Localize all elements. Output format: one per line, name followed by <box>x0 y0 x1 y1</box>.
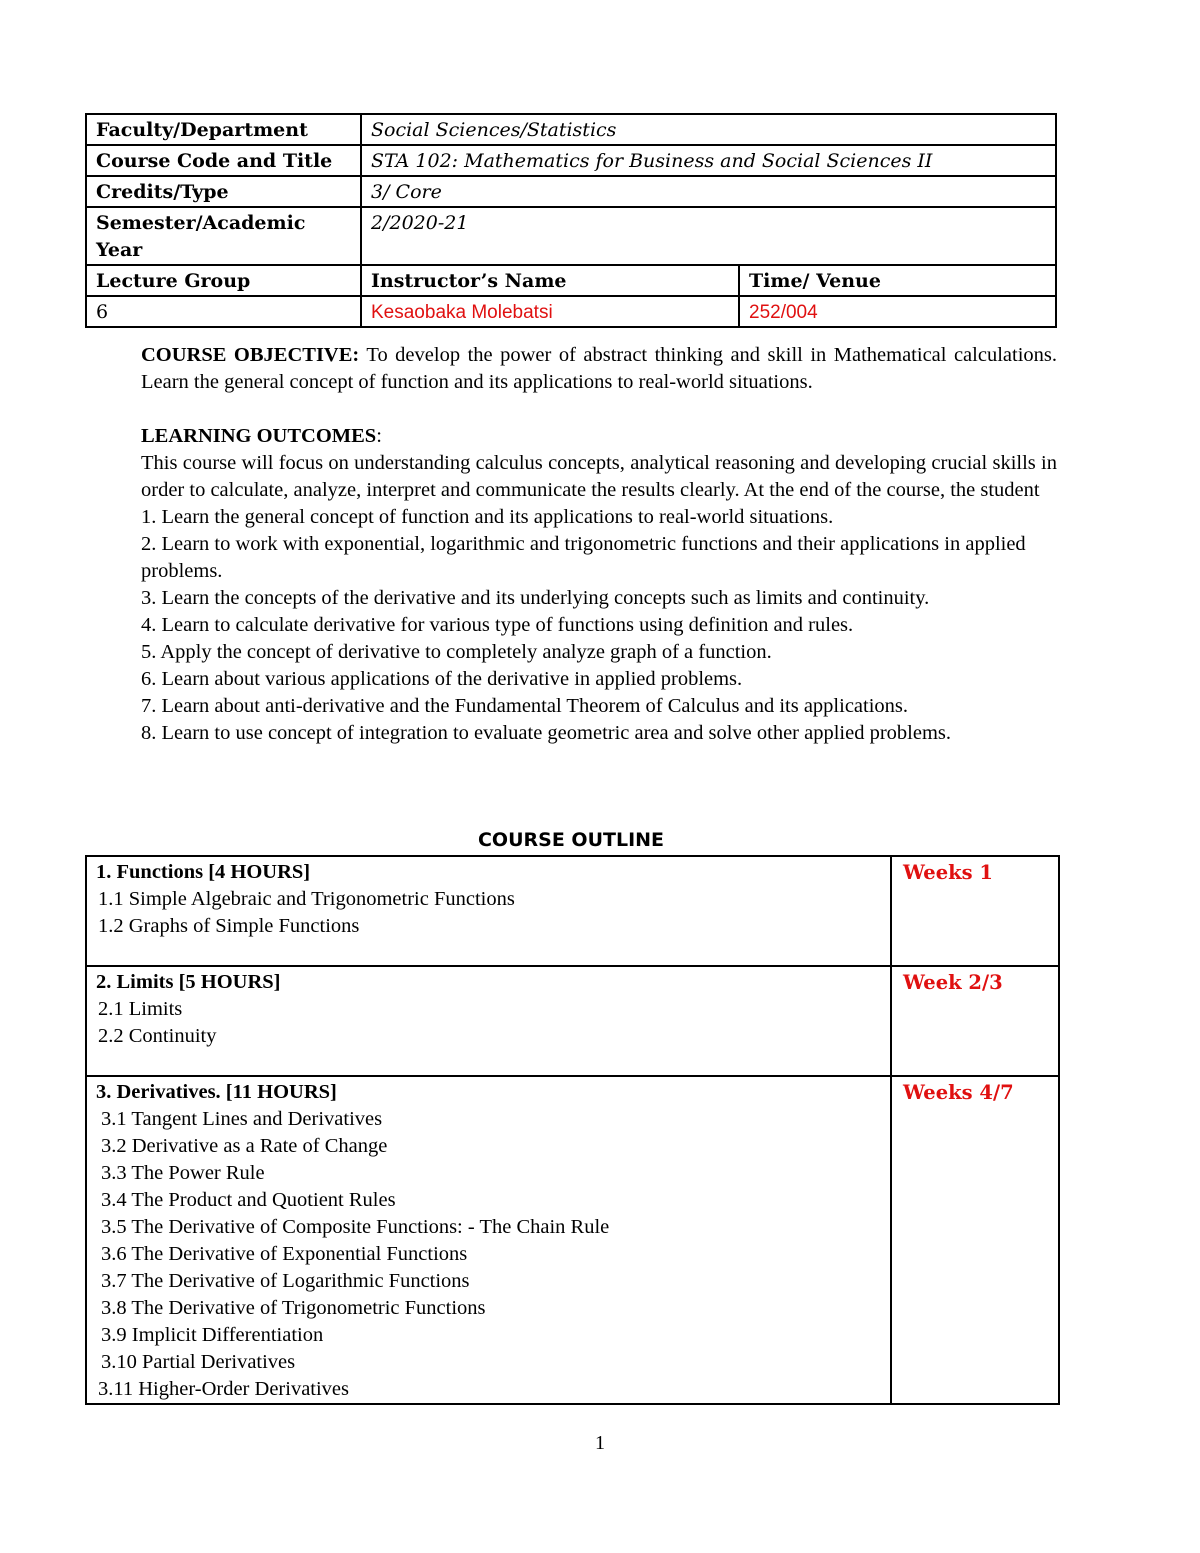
lecture-group-header: Lecture Group <box>86 265 361 296</box>
outcome-item: 5. Apply the concept of derivative to completely analyze graph of a function. <box>141 641 772 663</box>
lecture-header-row <box>86 265 1056 296</box>
section-item: 3.6 The Derivative of Exponential Functions <box>101 1243 468 1265</box>
time-venue-header: Time/ Venue <box>739 265 1056 296</box>
objective-heading: COURSE OBJECTIVE: <box>141 344 360 366</box>
credits-value: 3/ Core <box>361 176 1056 207</box>
page-number: 1 <box>595 1432 605 1454</box>
section-item: 1.1 Simple Algebraic and Trigonometric Functions <box>98 888 515 910</box>
section-title: 3. Derivatives. [11 HOURS] <box>96 1081 337 1103</box>
outcomes-intro: This course will focus on understanding calculus concepts, analytical reasoning and developing crucial skills in order to calculate, analyze, interpret and communicate the results clearly. At the end of the course, the student <box>141 452 1057 501</box>
section-item: 3.2 Derivative as a Rate of Change <box>101 1135 388 1157</box>
outcomes-heading: LEARNING OUTCOMES <box>141 425 377 447</box>
outcome-item: 8. Learn to use concept of integration to evaluate geometric area and solve other applied problems. <box>141 722 952 744</box>
outcome-item: 7. Learn about anti-derivative and the Fundamental Theorem of Calculus and its applications. <box>141 695 909 717</box>
instructor-header: Instructor’s Name <box>361 265 739 296</box>
outcome-item: 2. Learn to work with exponential, logarithmic and trigonometric functions and their applications in applied problems. <box>141 533 1026 582</box>
section-item: 3.10 Partial Derivatives <box>101 1351 296 1373</box>
section-content <box>86 856 891 966</box>
faculty-label: Faculty/Department <box>86 114 361 145</box>
section-item: 3.11 Higher-Order Derivatives <box>98 1378 350 1400</box>
outcomes-colon: : <box>376 425 382 447</box>
outcome-item: 1. Learn the general concept of function and its applications to real-world situations. <box>141 506 834 528</box>
section-item: 3.3 The Power Rule <box>101 1162 265 1184</box>
outcome-item: 3. Learn the concepts of the derivative and its underlying concepts such as limits and continuity. <box>141 587 930 609</box>
semester-row <box>86 207 1056 265</box>
course-outline-title: COURSE OUTLINE <box>477 829 665 851</box>
section-item: 3.7 The Derivative of Logarithmic Functions <box>101 1270 470 1292</box>
learning-outcomes <box>141 423 1057 747</box>
section-week: Week 2/3 <box>891 966 1059 1076</box>
section-week: Weeks 1 <box>891 856 1059 966</box>
semester-value: 2/2020-21 <box>361 207 1056 265</box>
section-item: 3.5 The Derivative of Composite Functions: - The Chain Rule <box>101 1216 610 1238</box>
instructor-value: Kesaobaka Molebatsi <box>361 296 739 327</box>
credits-label: Credits/Type <box>86 176 361 207</box>
credits-row <box>86 176 1056 207</box>
section-item: 1.2 Graphs of Simple Functions <box>98 915 360 937</box>
outline-section-functions <box>86 856 1059 966</box>
section-item: 3.8 The Derivative of Trigonometric Functions <box>101 1297 486 1319</box>
lecture-group-value: 6 <box>86 296 361 327</box>
semester-label: Semester/Academic Year <box>86 207 361 265</box>
section-week: Weeks 4/7 <box>891 1076 1059 1404</box>
outline-section-limits <box>86 966 1059 1076</box>
course-value: STA 102: Mathematics for Business and Social Sciences II <box>361 145 1056 176</box>
outcome-item: 6. Learn about various applications of the derivative in applied problems. <box>141 668 743 690</box>
section-item: 3.9 Implicit Differentiation <box>101 1324 324 1346</box>
outcome-item: 4. Learn to calculate derivative for various type of functions using definition and rules. <box>141 614 854 636</box>
course-objective <box>141 342 1057 396</box>
section-item: 3.1 Tangent Lines and Derivatives <box>101 1108 383 1130</box>
section-title: 1. Functions [4 HOURS] <box>96 861 311 883</box>
course-info-table <box>85 113 1057 328</box>
time-venue-value: 252/004 <box>739 296 1056 327</box>
outline-section-derivatives <box>86 1076 1059 1404</box>
lecture-value-row <box>86 296 1056 327</box>
section-item: 3.4 The Product and Quotient Rules <box>101 1189 396 1211</box>
faculty-row <box>86 114 1056 145</box>
faculty-value: Social Sciences/Statistics <box>361 114 1056 145</box>
section-content <box>86 966 891 1076</box>
course-label: Course Code and Title <box>86 145 361 176</box>
outcomes-heading-line <box>141 423 1057 450</box>
section-title: 2. Limits [5 HOURS] <box>96 971 281 993</box>
course-outline-table <box>85 855 1060 1405</box>
section-item: 2.1 Limits <box>98 998 183 1020</box>
course-row <box>86 145 1056 176</box>
objective-text: To develop the power of abstract thinking and skill in Mathematical calculations. Learn the general concept of function and its applications to real-world situations. <box>141 344 1057 393</box>
section-item: 2.2 Continuity <box>98 1025 217 1047</box>
section-content <box>86 1076 891 1404</box>
